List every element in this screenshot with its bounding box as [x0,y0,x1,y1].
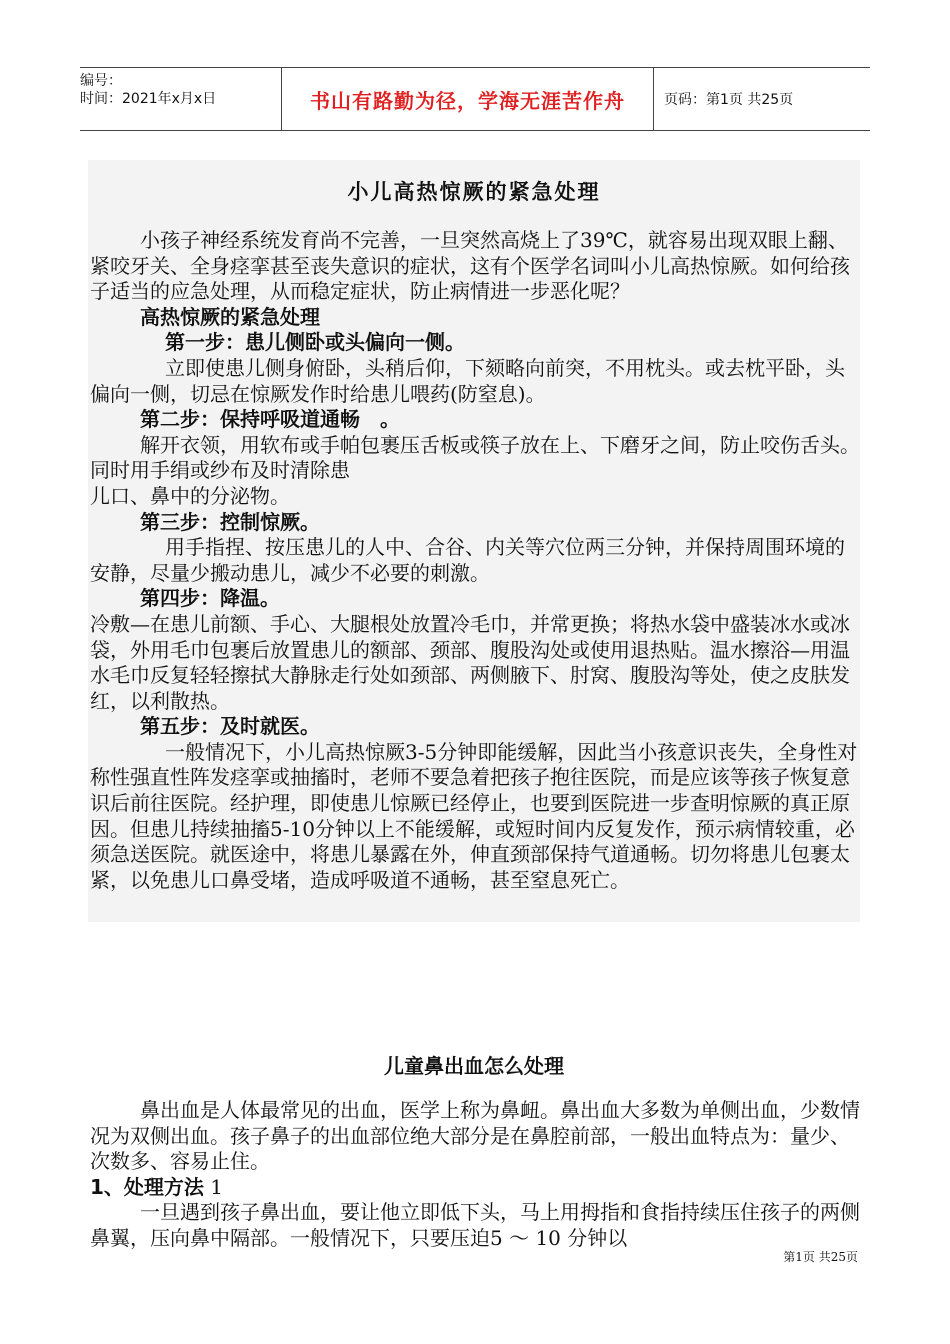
header-meta [80,68,282,130]
header-page-info: 页码：第1页 共25页 [664,92,794,108]
step4-title: 第四步：降温。 [140,586,280,611]
step2-text-continued: 儿口、鼻中的分泌物。 [90,483,290,508]
document-header [80,67,870,131]
header-motto: 书山有路勤为径，学海无涯苦作舟 [282,68,654,130]
document-number-label: 编号： [80,73,122,89]
method-text: 一旦遇到孩子鼻出血，要让他立即低下头，马上用拇指和食指持续压住孩子的两侧鼻翼，压向鼻中隔部。一般情况下，只要压迫5 ～ 10 分钟以 [90,1200,860,1250]
step5-text: 一般情况下，小儿高热惊厥3-5分钟即能缓解，因此当小孩意识丧失，全身性对称性强直性阵发痉挛或抽搐时，老师不要急着把孩子抱往医院，而是应该等孩子恢复意识后前往医院。经护理，即使患儿惊厥已经停止，也要到医院进一步查明惊厥的真正原因。但患儿持续抽搐5-10分钟以上不能缓解，或短时间内反复发作，预示病情较重，必须急送医院。就医途中，将患儿暴露在外，伸直颈部保持气道通畅。切勿将患儿包裹太紧，以免患儿口鼻受堵，造成呼吸道不通畅，甚至窒息死亡。 [90,739,858,892]
article2-title: 儿童鼻出血怎么处理 [384,1054,564,1078]
document-time-label: 时间：2021年x月x日 [80,91,217,107]
article-title: 小儿高热惊厥的紧急处理 [347,180,601,204]
step5-title: 第五步：及时就医。 [140,714,320,739]
article-body [90,228,862,893]
step2-title: 第二步：保持呼吸道通畅 。 [140,407,400,432]
method-number: 1 [203,1174,224,1199]
method-title: 1、处理方法 [90,1174,204,1199]
method-heading [90,1175,862,1201]
section-heading: 高热惊厥的紧急处理 [140,304,320,329]
step2-text: 解开衣领，用软布或手帕包裹压舌板或筷子放在上、下磨牙之间，防止咬伤舌头。同时用手绢或纱布及时清除患 [90,432,860,483]
article2-intro: 鼻出血是人体最常见的出血，医学上称为鼻衄。鼻出血大多数为单侧出血，少数情况为双侧出血。孩子鼻子的出血部位绝大部分是在鼻腔前部，一般出血特点为：量少、次数多、容易止住。 [90,1098,860,1174]
page-footer: 第1页 共25页 [783,1250,858,1264]
intro-paragraph: 小孩子神经系统发育尚不完善，一旦突然高烧上了39℃，就容易出现双眼上翻、紧咬牙关、全身痉挛甚至丧失意识的症状，这有个医学名词叫小儿高热惊厥。如何给孩子适当的应急处理，从而稳定症状，防止病情进一步恶化呢？ [90,228,850,304]
step1-text: 立即使患儿侧身俯卧，头稍后仰，下颏略向前突，不用枕头。或去枕平卧，头偏向一侧，切忌在惊厥发作时给患儿喂药(防窒息)。 [90,355,845,406]
step3-text: 用手指捏、按压患儿的人中、合谷、内关等穴位两三分钟，并保持周围环境的安静，尽量少搬动患儿，减少不必要的刺激。 [90,535,845,585]
step4-text: 冷敷—在患儿前额、手心、大腿根处放置冷毛巾，并常更换；将热水袋中盛装冰水或冰袋，外用毛巾包裹后放置患儿的额部、颈部、腹股沟处或使用退热贴。温水擦浴—用温水毛巾反复轻轻擦拭大静脉走行处如颈部、两侧腋下、肘窝、腹股沟等处，使之皮肤发红，以利散热。 [90,611,850,713]
step3-title: 第三步：控制惊厥。 [140,509,320,534]
step1-title: 第一步：患儿侧卧或头偏向一侧。 [165,330,465,355]
article2-body [90,1098,862,1252]
